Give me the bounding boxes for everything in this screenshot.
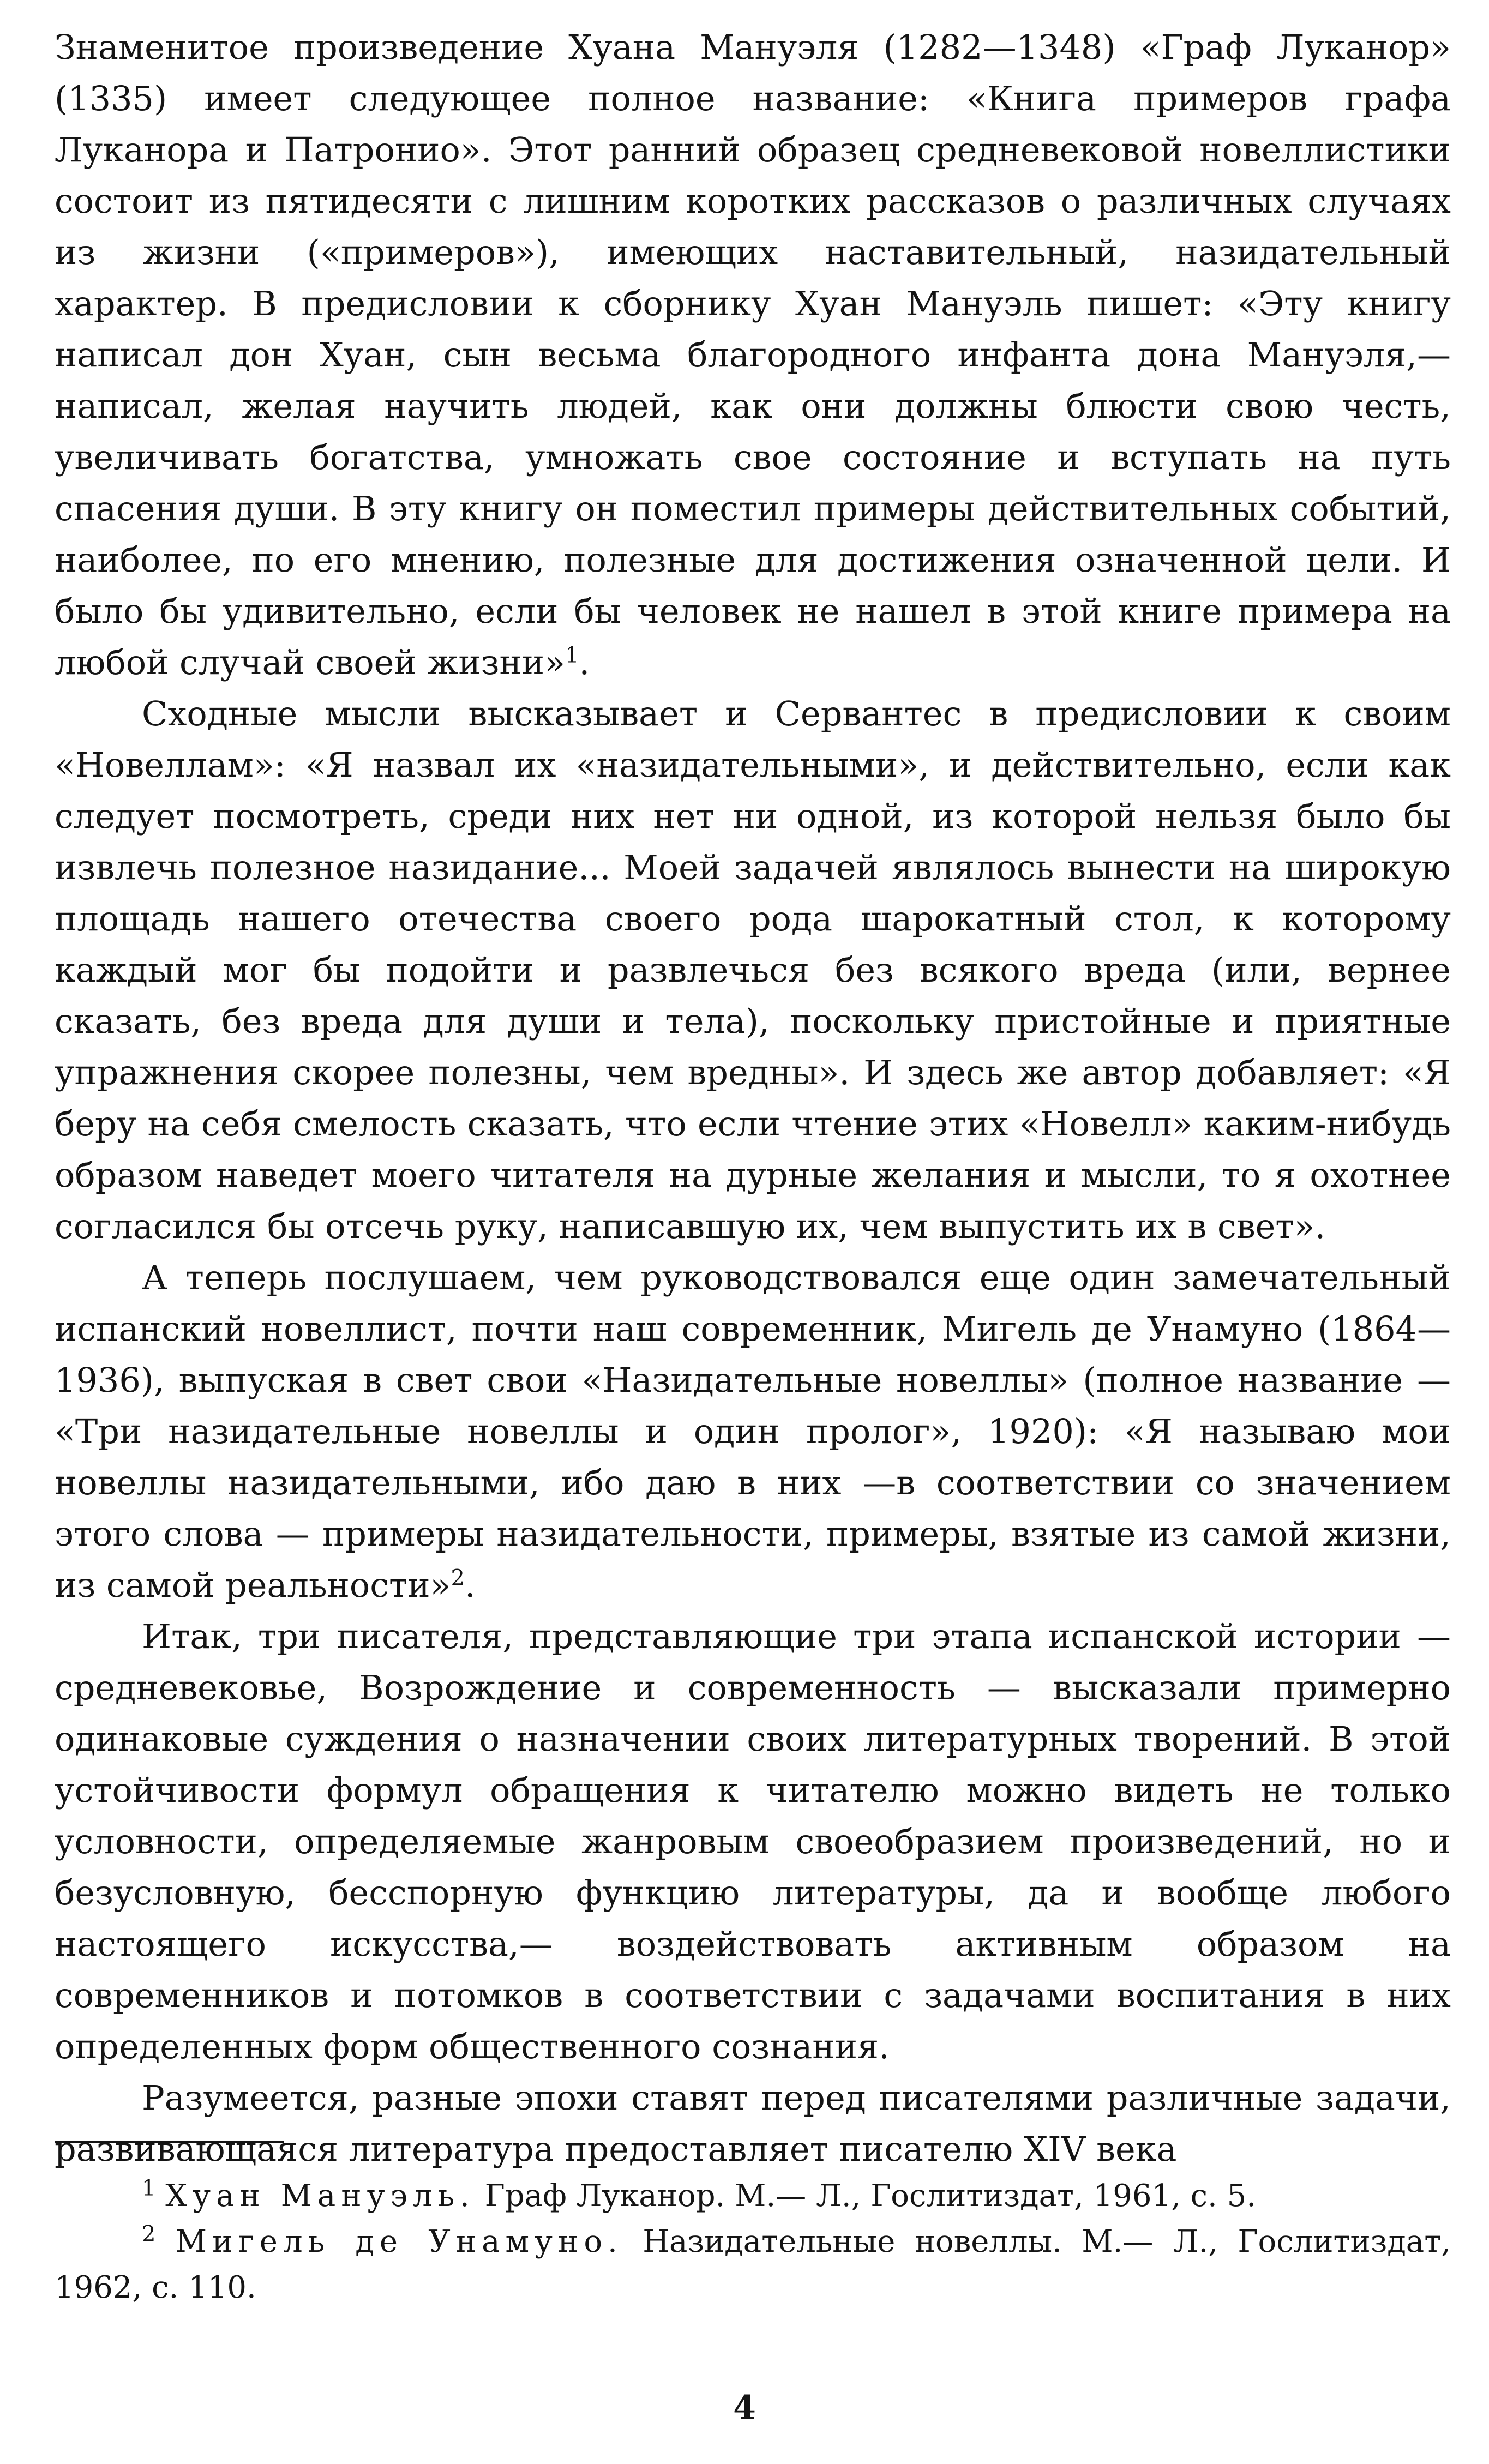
- paragraph-text: Итак, три писателя, представляющие три этапа испанской истории — средневековье, Возрождение и современность — высказали примерно одинаковые суждения о назначении своих литературных творений. В этой устойчивости формул обращения к читателю можно видеть не только условности, определяемые жанровым своеобразием произведений, но и безусловную, бесспорную функцию литературы, да и вообще любого настоящего искусства,— воздействовать активным образом на современников и потомков в соответствии с задачами воспитания в них определенных форм общественного сознания.: [55, 1616, 1451, 2066]
- page-number: 4: [733, 2389, 756, 2427]
- paragraph: [55, 2072, 1451, 2175]
- paragraph-text: Сходные мысли высказывает и Сервантес в предисловии к своим «Новеллам»: «Я назвал их «назидательными», и действительно, если как следует посмотреть, среди них нет ни одной, из которой нельзя было бы извлечь полезное назидание... Моей задачей являлось вынести на широкую площадь нашего отечества своего рода шарокатный стол, к которому каждый мог бы подойти и развлечься без всякого вреда (или, вернее сказать, без вреда для души и тела), поскольку пристойные и приятные упражнения скорее полезны, чем вредны». И здесь же автор добавляет: «Я беру на себя смелость сказать, что если чтение этих «Новелл» каким-нибудь образом наведет моего читателя на дурные желания и мысли, то я охотнее согласился бы отсечь руку, написавшую их, чем выпустить их в свет».: [55, 694, 1451, 1246]
- footnote-ref[interactable]: 2: [451, 1565, 465, 1591]
- paragraph: [55, 688, 1451, 1252]
- paragraph-text: Знаменитое произведение Хуана Мануэля (1282—1348) «Граф Луканор» (1335) имеет следующее полное название: «Книга примеров графа Луканора и Патронио». Этот ранний образец средневековой новеллистики состоит из пятидесяти с лишним коротких рассказов о различных случаях из жизни («примеров»), имеющих наставительный, назидательный характер. В предисловии к сборнику Хуан Мануэль пишет: «Эту книгу написал дон Хуан, сын весьма благородного инфанта дона Мануэля,— написал, желая научить людей, как они должны блюсти свою честь, увеличивать богатства, умножать свое состояние и вступать на путь спасения души. В эту книгу он поместил примеры действительных событий, наиболее, по его мнению, полезные для достижения означенной цели. И было бы удивительно, если бы человек не нашел в этой книге примера на любой случай своей жизни»: [55, 27, 1451, 682]
- footnote-number: 1: [142, 2175, 156, 2201]
- footnote: [55, 2173, 1451, 2219]
- paragraph-text: А теперь послушаем, чем руководствовался еще один замечательный испанский новеллист, почти наш современник, Мигель де Унамуно (1864—1936), выпуская в свет свои «Назидательные новеллы» (полное название — «Три назидательные новеллы и один пролог», 1920): «Я называю мои новеллы назидательными, ибо даю в них —в соответствии со значением этого слова — примеры назидательности, примеры, взятые из самой жизни, из самой реальности»: [55, 1258, 1451, 1605]
- footnote-author: Хуан Мануэль.: [165, 2178, 475, 2214]
- footnote-text: Назидательные новеллы. М.— Л., Гослитиздат, 1962, с. 110.: [55, 2224, 1451, 2305]
- footnote: [55, 2219, 1451, 2311]
- footnotes: [55, 2173, 1451, 2311]
- paragraph: А теперь послушаем, чем руководствовался еще один замечательный испанский новеллист, почти наш современник, Мигель де Унамуно (1864—1936), выпуская в свет свои «Назидательные новеллы» (полное название — «Три назидательные новеллы и один пролог», 1920): «Я называю мои новеллы назидательными, ибо даю в них —в соответствии со значением этого слова — примеры назидательности, примеры, взятые из самой жизни, из самой реальности»$^2$.: [55, 1258, 1451, 1605]
- paragraph-text: Разумеется, разные эпохи ставят перед писателями различные задачи, развивающаяся литература предоставляет писателю XIV века: [55, 2078, 1451, 2169]
- paragraph: Знаменитое произведение Хуана Мануэля (1282—1348) «Граф Луканор» (1335) имеет следующее полное название: «Книга примеров графа Луканора и Патронио». Этот ранний образец средневековой новеллистики состоит из пятидесяти с лишним коротких рассказов о различных случаях из жизни («примеров»), имеющих наставительный, назидательный характер. В предисловии к сборнику Хуан Мануэль пишет: «Эту книгу написал дон Хуан, сын весьма благородного инфанта дона Мануэля,— написал, желая научить людей, как они должны блюсти свою честь, увеличивать богатства, умножать свое состояние и вступать на путь спасения души. В эту книгу он поместил примеры действительных событий, наиболее, по его мнению, полезные для достижения означенной цели. И было бы удивительно, если бы человек не нашел в этой книге примера на любой случай своей жизни»$^1$.: [55, 27, 1451, 682]
- footnote-number: 2: [142, 2221, 156, 2247]
- footnote-divider: [55, 2141, 284, 2143]
- footnote-ref[interactable]: 1: [565, 642, 579, 668]
- footnote-author: Мигель де Унамуно.: [175, 2224, 623, 2259]
- footnote-text: Граф Луканор. М.— Л., Гослитиздат, 1961, с. 5.: [484, 2178, 1257, 2214]
- paragraph: [55, 1611, 1451, 2072]
- page-body: [55, 22, 1451, 2175]
